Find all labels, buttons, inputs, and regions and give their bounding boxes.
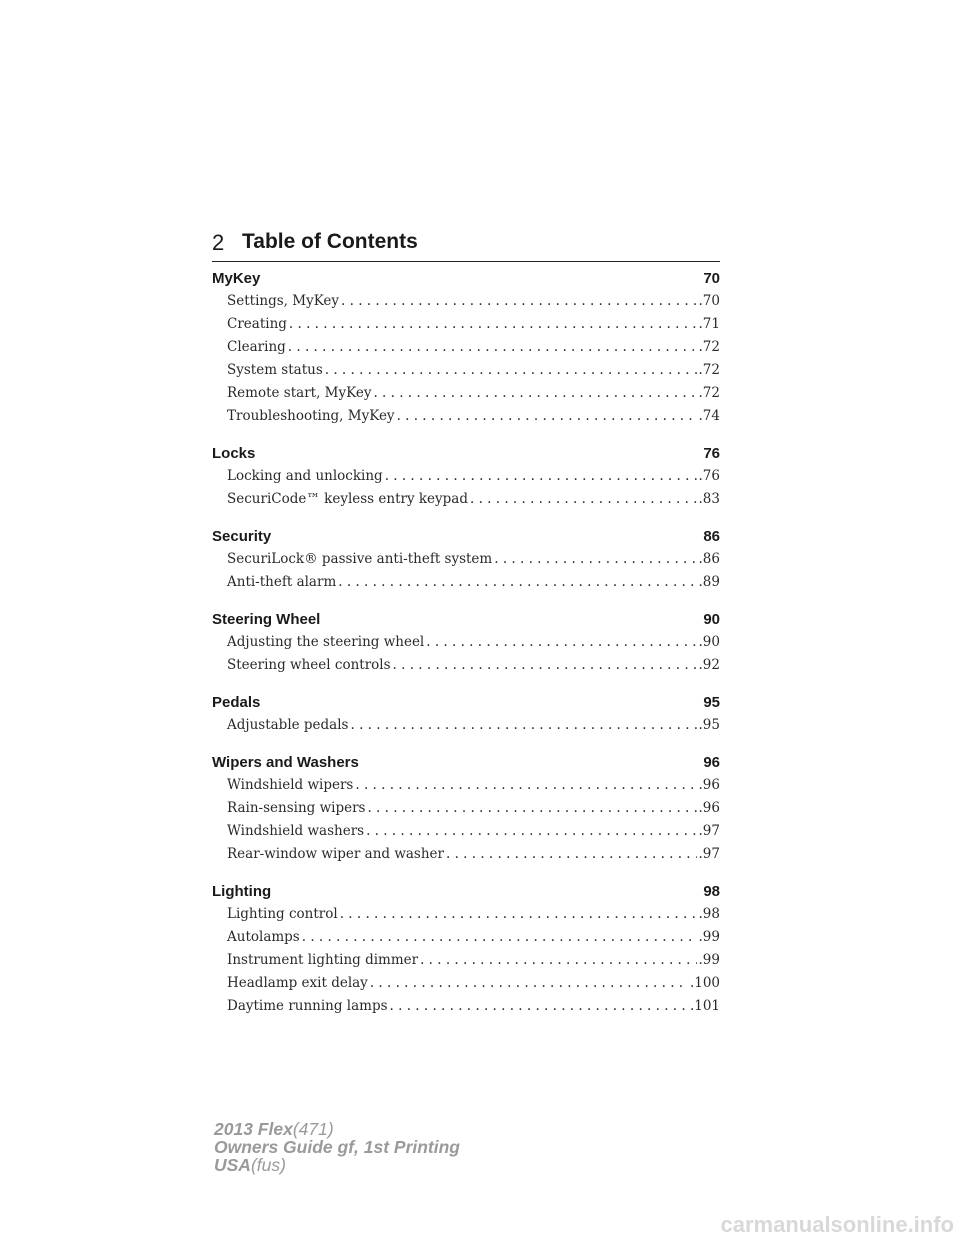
toc-entry[interactable] bbox=[212, 995, 720, 1018]
footer bbox=[214, 1120, 460, 1174]
footer-model-code: (471) bbox=[292, 1119, 334, 1139]
entry-label: Rear-window wiper and washer bbox=[227, 846, 444, 862]
entry-page: .95 bbox=[698, 717, 720, 733]
section-title: Lighting bbox=[212, 883, 272, 900]
footer-guide-line bbox=[214, 1138, 460, 1156]
entry-page: .100 bbox=[689, 975, 720, 991]
entry-label: System status bbox=[227, 362, 323, 378]
toc-section bbox=[212, 881, 720, 1018]
toc-entry[interactable] bbox=[212, 631, 720, 654]
section-page: 90 bbox=[703, 611, 720, 628]
entry-label: Adjustable pedals bbox=[227, 717, 349, 733]
toc-entry[interactable] bbox=[212, 488, 720, 511]
section-title: Security bbox=[212, 528, 272, 545]
table-of-contents bbox=[212, 268, 720, 1033]
entry-page: .72 bbox=[698, 385, 720, 401]
dot-leader bbox=[397, 405, 697, 428]
dot-leader bbox=[426, 631, 696, 654]
entry-page: .99 bbox=[698, 929, 720, 945]
dot-leader bbox=[341, 290, 696, 313]
entry-label: Daytime running lamps bbox=[227, 998, 388, 1014]
toc-section bbox=[212, 526, 720, 594]
toc-entry[interactable] bbox=[212, 797, 720, 820]
toc-entry[interactable] bbox=[212, 949, 720, 972]
toc-entry[interactable] bbox=[212, 820, 720, 843]
entry-page: .72 bbox=[698, 362, 720, 378]
entry-label: Steering wheel controls bbox=[227, 657, 391, 673]
entry-label: Windshield washers bbox=[227, 823, 365, 839]
dot-leader bbox=[370, 972, 688, 995]
entry-label: SecuriCode™ keyless entry keypad bbox=[227, 491, 469, 507]
footer-market-line bbox=[214, 1156, 460, 1174]
dot-leader bbox=[390, 995, 688, 1018]
dot-leader bbox=[325, 359, 697, 382]
dot-leader bbox=[367, 797, 696, 820]
page-number: 2 bbox=[212, 230, 225, 255]
entry-label: Windshield wipers bbox=[227, 777, 354, 793]
toc-entry[interactable] bbox=[212, 382, 720, 405]
section-heading[interactable] bbox=[212, 692, 720, 714]
entry-page: .71 bbox=[698, 316, 720, 332]
dot-leader bbox=[470, 488, 697, 511]
entry-page: .96 bbox=[698, 777, 720, 793]
entry-label: Troubleshooting, MyKey bbox=[227, 408, 395, 424]
section-page: 98 bbox=[703, 883, 720, 900]
entry-label: Clearing bbox=[227, 339, 286, 355]
section-heading[interactable] bbox=[212, 526, 720, 548]
dot-leader bbox=[288, 336, 697, 359]
toc-section bbox=[212, 268, 720, 428]
toc-entry[interactable] bbox=[212, 903, 720, 926]
footer-model-line bbox=[214, 1120, 460, 1138]
entry-page: .96 bbox=[698, 800, 720, 816]
entry-label: Rain-sensing wipers bbox=[227, 800, 366, 816]
entry-page: .97 bbox=[698, 823, 720, 839]
entry-page: .92 bbox=[698, 657, 720, 673]
entry-page: .97 bbox=[698, 846, 720, 862]
section-heading[interactable] bbox=[212, 443, 720, 465]
dot-leader bbox=[446, 843, 697, 866]
dot-leader bbox=[494, 548, 696, 571]
entry-page: .74 bbox=[698, 408, 720, 424]
entry-page: .98 bbox=[698, 906, 720, 922]
dot-leader bbox=[302, 926, 697, 949]
footer-market: USA bbox=[214, 1155, 251, 1175]
section-title: Locks bbox=[212, 445, 256, 462]
toc-section bbox=[212, 692, 720, 737]
dot-leader bbox=[340, 903, 697, 926]
entry-label: Creating bbox=[227, 316, 287, 332]
entry-label: Autolamps bbox=[227, 929, 300, 945]
entry-label: Remote start, MyKey bbox=[227, 385, 372, 401]
dot-leader bbox=[420, 949, 696, 972]
entry-label: Lighting control bbox=[227, 906, 338, 922]
entry-label: Headlamp exit delay bbox=[227, 975, 368, 991]
toc-entry[interactable] bbox=[212, 336, 720, 359]
toc-entry[interactable] bbox=[212, 571, 720, 594]
section-page: 86 bbox=[703, 528, 720, 545]
footer-model: 2013 Flex bbox=[214, 1119, 293, 1139]
entry-label: Locking and unlocking bbox=[227, 468, 383, 484]
entry-page: .70 bbox=[698, 293, 720, 309]
section-page: 95 bbox=[703, 694, 720, 711]
dot-leader bbox=[350, 714, 696, 737]
toc-entry[interactable] bbox=[212, 290, 720, 313]
entry-page: .90 bbox=[698, 634, 720, 650]
dot-leader bbox=[393, 654, 697, 677]
entry-page: .101 bbox=[689, 998, 720, 1014]
toc-entry[interactable] bbox=[212, 313, 720, 336]
entry-label: Anti-theft alarm bbox=[227, 574, 337, 590]
toc-entry[interactable] bbox=[212, 843, 720, 866]
toc-section bbox=[212, 609, 720, 677]
dot-leader bbox=[355, 774, 696, 797]
toc-entry[interactable] bbox=[212, 465, 720, 488]
toc-section bbox=[212, 752, 720, 866]
section-heading[interactable] bbox=[212, 881, 720, 903]
entry-page: .83 bbox=[698, 491, 720, 507]
entry-label: SecuriLock® passive anti-theft system bbox=[227, 551, 493, 567]
dot-leader bbox=[373, 382, 696, 405]
dot-leader bbox=[385, 465, 697, 488]
page-header bbox=[212, 230, 720, 262]
dot-leader bbox=[289, 313, 697, 336]
toc-entry[interactable] bbox=[212, 654, 720, 677]
watermark: carmanualsonline.info bbox=[720, 1212, 954, 1237]
dot-leader bbox=[338, 571, 696, 594]
section-title: Steering Wheel bbox=[212, 611, 321, 628]
entry-label: Settings, MyKey bbox=[227, 293, 340, 309]
dot-leader bbox=[366, 820, 696, 843]
page-title: Table of Contents bbox=[242, 230, 418, 253]
toc-section bbox=[212, 443, 720, 511]
entry-page: .86 bbox=[698, 551, 720, 567]
entry-label: Adjusting the steering wheel bbox=[227, 634, 425, 650]
toc-entry[interactable] bbox=[212, 359, 720, 382]
footer-guide: Owners Guide gf, 1st Printing bbox=[214, 1137, 460, 1157]
entry-page: .72 bbox=[698, 339, 720, 355]
toc-entry[interactable] bbox=[212, 972, 720, 995]
section-title: MyKey bbox=[212, 270, 261, 287]
entry-page: .99 bbox=[698, 952, 720, 968]
toc-entry[interactable] bbox=[212, 405, 720, 428]
toc-entry[interactable] bbox=[212, 926, 720, 949]
toc-entry[interactable] bbox=[212, 548, 720, 571]
section-page: 70 bbox=[703, 270, 720, 287]
entry-page: .89 bbox=[698, 574, 720, 590]
section-title: Wipers and Washers bbox=[212, 754, 359, 771]
section-page: 76 bbox=[703, 445, 720, 462]
section-heading[interactable] bbox=[212, 609, 720, 631]
toc-entry[interactable] bbox=[212, 774, 720, 797]
entry-label: Instrument lighting dimmer bbox=[227, 952, 419, 968]
section-title: Pedals bbox=[212, 694, 261, 711]
section-page: 96 bbox=[703, 754, 720, 771]
section-heading[interactable] bbox=[212, 752, 720, 774]
section-heading[interactable] bbox=[212, 268, 720, 290]
footer-market-code: (fus) bbox=[250, 1155, 286, 1175]
entry-page: .76 bbox=[698, 468, 720, 484]
toc-entry[interactable] bbox=[212, 714, 720, 737]
